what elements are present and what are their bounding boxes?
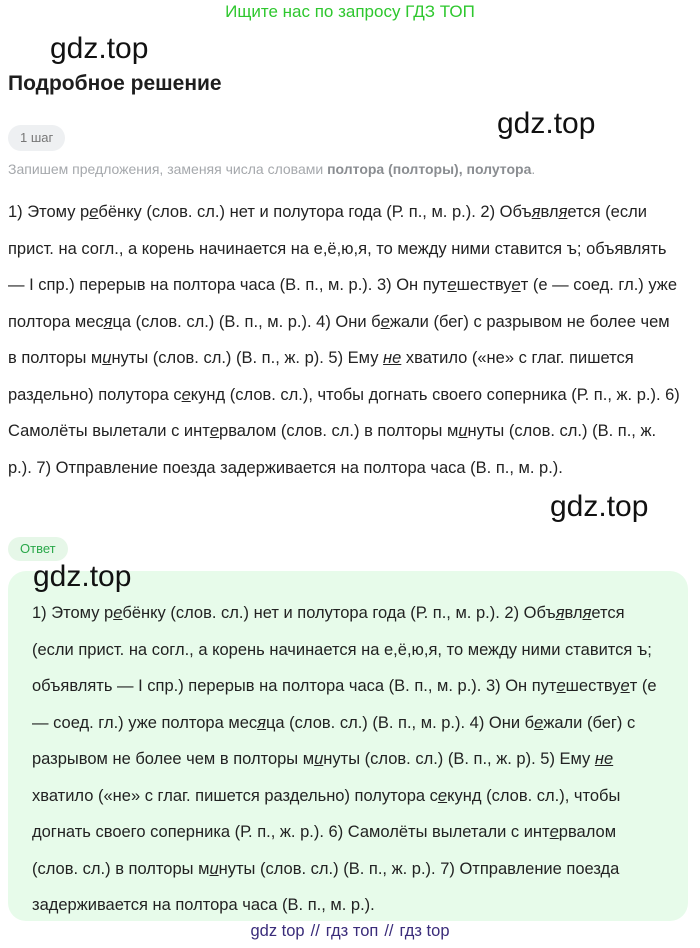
orthogram-letter: е xyxy=(549,823,559,841)
text-segment: вл xyxy=(564,604,583,622)
orthogram-letter: и xyxy=(458,422,468,440)
text-segment: 1) Этому р xyxy=(32,604,114,622)
text-segment: ца (слов. сл.) (В. п., м. р.). 4) Они б xyxy=(112,312,381,331)
search-banner: Ищите нас по запросу ГДЗ ТОП xyxy=(225,2,475,21)
text-segment: кунд (слов. сл.), чтобы догнать своего соперника (Р. п., ж. р.). 6) Самолёты вылетали с инт xyxy=(8,385,680,440)
orthogram-letter: е xyxy=(447,276,457,294)
text-segment: хватило («не» с глаг. пишется раздельно) полутора с xyxy=(32,786,438,805)
orthogram-letter: я xyxy=(582,604,592,622)
orthogram-letter: е xyxy=(534,713,544,732)
orthogram-letter: не xyxy=(383,349,402,367)
footer-link[interactable]: gdz top xyxy=(250,922,305,940)
orthogram-letter: е xyxy=(380,312,390,331)
watermark: gdz.top xyxy=(550,490,649,523)
footer-separator: // xyxy=(384,922,394,940)
text-segment: нуты (слов. сл.) (В. п., ж. р). 5) Ему xyxy=(323,750,595,768)
orthogram-letter: я xyxy=(558,203,568,221)
orthogram-letter: е xyxy=(511,276,521,294)
orthogram-letter: е xyxy=(89,203,99,221)
watermark: gdz.top xyxy=(497,107,596,140)
orthogram-letter: я xyxy=(257,713,266,732)
orthogram-letter: е xyxy=(437,786,448,805)
hint-text xyxy=(8,161,535,177)
footer-link[interactable]: гдз топ xyxy=(325,922,379,940)
orthogram-letter: и xyxy=(209,859,219,878)
footer-link[interactable]: гдз top xyxy=(399,922,450,940)
orthogram-letter: е xyxy=(181,385,191,404)
footer-links xyxy=(0,922,700,941)
text-segment: кунд (слов. сл.), чтобы догнать своего соперника (Р. п., ж. р.). 6) Самолёты вылетали с инт xyxy=(32,786,621,841)
text-segment: рвалом (слов. сл.) в полторы м xyxy=(219,422,459,440)
footer-separator: // xyxy=(310,922,320,940)
hint-prefix: Запишем предложения, заменяя числа словами xyxy=(8,161,328,177)
watermark: gdz.top xyxy=(33,560,132,593)
answer-text xyxy=(32,595,664,924)
text-segment: вл xyxy=(540,203,559,221)
orthogram-letter: не xyxy=(594,750,614,768)
orthogram-letter: е xyxy=(556,677,566,695)
step-badge: 1 шаг xyxy=(8,125,65,151)
orthogram-letter: я xyxy=(103,312,113,331)
text-segment: нуты (слов. сл.) (В. п., ж. р). 5) Ему xyxy=(111,349,384,367)
orthogram-letter: е xyxy=(620,677,630,695)
text-segment: жали (бег) с разрывом не более чем в полторы м xyxy=(8,312,670,367)
text-segment: т (е — соед. гл.) уже полтора мес xyxy=(32,677,657,732)
text-segment: бёнку (слов. сл.) нет и полутора года (Р. п., м. р.). 2) Объ xyxy=(98,203,532,221)
text-segment: нуты (слов. сл.) (В. п., ж. р.). 7) Отправление поезда задерживается на полтора часа (В. п., м. р.). xyxy=(8,422,657,477)
text-segment: жали (бег) с разрывом не более чем в полторы м xyxy=(32,713,636,768)
orthogram-letter: я xyxy=(555,604,565,622)
hint-bold: полтора (полторы), полутора xyxy=(327,161,532,177)
orthogram-letter: и xyxy=(102,349,112,367)
orthogram-letter: я xyxy=(531,203,541,221)
orthogram-letter: е xyxy=(113,604,123,622)
text-segment: нуты (слов. сл.) (В. п., ж. р.). 7) Отправление поезда задерживается на полтора часа (В. п., м. р.). xyxy=(32,859,620,914)
page-title: Подробное решение xyxy=(8,72,222,95)
text-segment: т (е — соед. гл.) уже полтора мес xyxy=(8,276,678,331)
text-segment: ется (если прист. на согл., а корень начинается на е,ё,ю,я, то между ними ставится ъ; объявлять — I спр.) перерыв на полтора часа (В. п., м. р.). 3) Он пут xyxy=(32,604,652,695)
text-segment: шеству xyxy=(456,276,512,294)
solution-text xyxy=(8,194,680,486)
hint-suffix: . xyxy=(531,161,536,177)
answer-badge: Ответ xyxy=(8,537,68,561)
text-segment: рвалом (слов. сл.) в полторы м xyxy=(32,823,617,878)
answer-box xyxy=(8,571,688,921)
orthogram-letter: и xyxy=(314,750,324,768)
text-segment: бёнку (слов. сл.) нет и полутора года (Р. п., м. р.). 2) Объ xyxy=(122,604,556,622)
text-segment: хватило («не» с глаг. пишется раздельно) полутора с xyxy=(8,349,634,404)
text-segment: ется (если прист. на согл., а корень начинается на е,ё,ю,я, то между ними ставится ъ; объявлять — I спр.) перерыв на полтора часа (В. п., м. р.). 3) Он пут xyxy=(8,203,667,294)
text-segment: 1) Этому р xyxy=(8,203,90,221)
text-segment: шеству xyxy=(565,677,621,695)
text-segment: ца (слов. сл.) (В. п., м. р.). 4) Они б xyxy=(265,713,535,732)
watermark: gdz.top xyxy=(50,32,149,65)
orthogram-letter: е xyxy=(209,422,220,440)
